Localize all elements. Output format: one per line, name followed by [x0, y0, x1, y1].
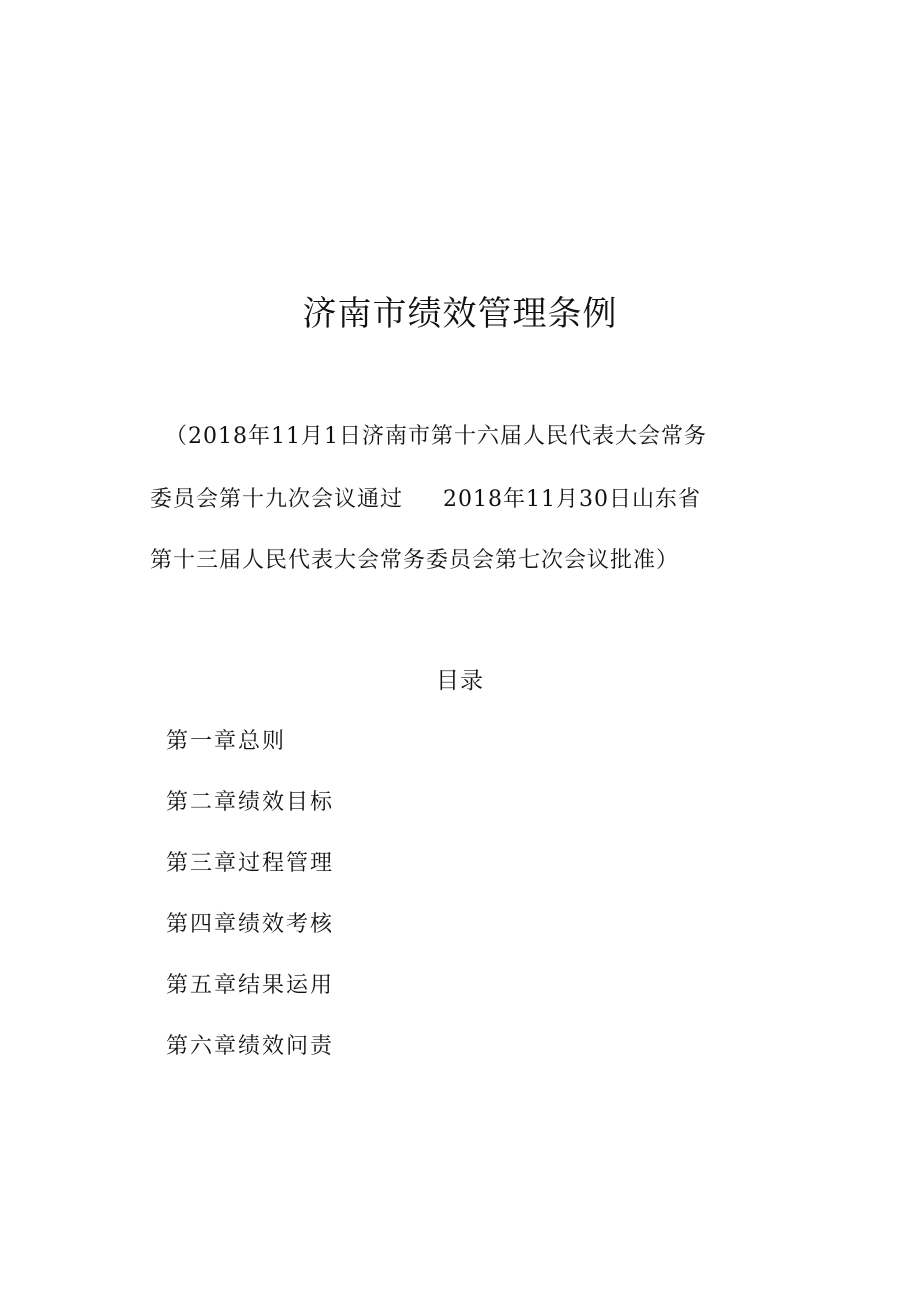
toc-item-chapter-3[interactable]: 第三章过程管理 [166, 851, 335, 876]
approval-note-line-2 [150, 485, 730, 515]
approval-note-line-1: （2018年11月1日济南市第十六届人民代表大会常务 [165, 424, 707, 449]
approval-note-line-3: 第十三届人民代表大会常务委员会第七次会议批准） [150, 548, 680, 573]
toc-item-chapter-1[interactable]: 第一章总则 [166, 729, 287, 754]
approval-note-line-2-part-2: 2018年11月30日山东省 [443, 487, 701, 512]
toc-item-chapter-4[interactable]: 第四章绩效考核 [166, 912, 335, 937]
toc-item-chapter-5[interactable]: 第五章结果运用 [166, 973, 335, 998]
approval-note-line-2-part-1: 委员会第十九次会议通过 [150, 487, 404, 512]
table-of-contents [166, 727, 334, 1093]
document-title: 济南市绩效管理条例 [302, 294, 618, 334]
toc-heading: 目录 [436, 668, 484, 694]
toc-item-chapter-2[interactable]: 第二章绩效目标 [166, 790, 335, 815]
toc-item-chapter-6[interactable]: 第六章绩效问责 [166, 1034, 335, 1059]
